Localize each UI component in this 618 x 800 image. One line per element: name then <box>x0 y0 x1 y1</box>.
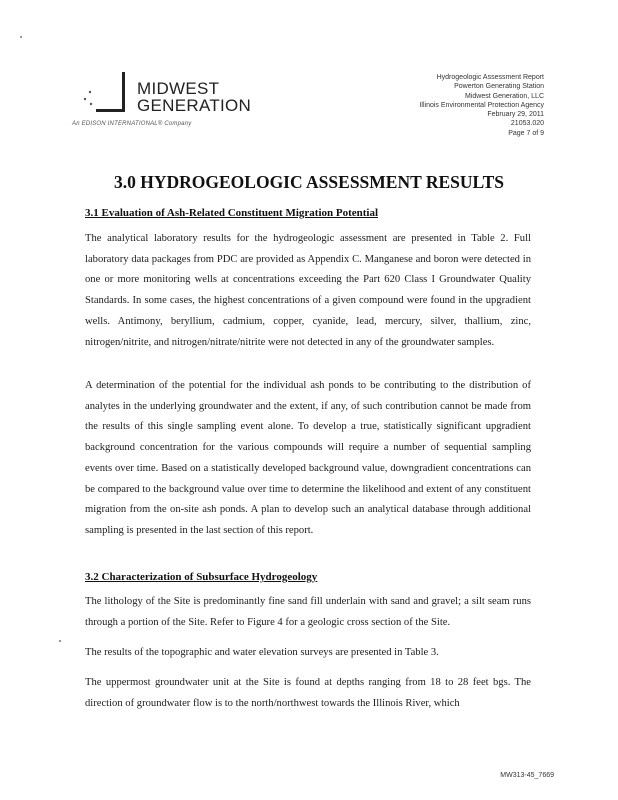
header-station: Powerton Generating Station <box>454 83 544 91</box>
scan-speck <box>20 36 22 38</box>
logo-tagline: An EDISON INTERNATIONAL® Company <box>72 121 192 127</box>
paragraph-analytical-results: The analytical laboratory results for the hydrogeologic assessment are presented in Table 2. Full laboratory data packages from PDC are provided as Appendix C. Manganese and boron were detected in one or more monitoring wells at concentrations exceeding the Part 620 Class I Groundwater Quality Standards. In some cases, the highest concentrations of a given compound were found in the upgradient wells. Antimony, beryllium, cadmium, copper, cyanide, lead, mercury, silver, thallium, zinc, nitrogen/nitrite, and nitrogen/nitrate/nitrite were not detected in any of the groundwater samples. <box>85 233 531 348</box>
section-heading-3-1: 3.1 Evaluation of Ash-Related Constituent Migration Potential <box>85 207 379 219</box>
document-header <box>419 73 544 138</box>
section-heading-3-2: 3.2 Characterization of Subsurface Hydrogeology <box>85 571 318 583</box>
midwest-generation-logo-icon <box>82 72 140 116</box>
company-logo-text <box>137 80 251 114</box>
page-bates-code: MW313-45_7669 <box>500 772 554 779</box>
header-agency: Illinois Environmental Protection Agency <box>419 101 544 109</box>
header-date: February 29, 2011 <box>487 111 544 119</box>
header-report-title: Hydrogeologic Assessment Report <box>436 74 544 81</box>
page-title: 3.0 HYDROGEOLOGIC ASSESSMENT RESULTS <box>114 172 504 192</box>
header-project-number: 21053.020 <box>510 120 544 128</box>
header-page-number: Page 7 of 9 <box>508 129 544 137</box>
header-company: Midwest Generation, LLC <box>465 92 544 100</box>
logo-line-1: MIDWEST <box>137 79 220 98</box>
paragraph-groundwater: The uppermost groundwater unit at the Site is found at depths ranging from 18 to 28 feet bgs. The direction of groundwater flow is to the north/northwest towards the Illinois River, which <box>85 677 531 709</box>
paragraph-surveys: The results of the topographic and water elevation surveys are presented in Table 3. <box>85 647 439 658</box>
paragraph-determination: A determination of the potential for the individual ash ponds to be contributing to the distribution of analytes in the underlying groundwater and the extent, if any, of such contribution cannot be made from the results of this single sampling event alone. To develop a true, statistically significant upgradient background concentration for the various compounds will require a number of sequential sampling events over time. Based on a statistically developed background value, downgradient concentrations can be compared to the background value over time to determine the likelihood and extent of any constituent migration from the on-site ash ponds. A plan to develop such an analytical database through additional sampling is presented in the last section of this report. <box>85 380 531 536</box>
logo-line-2: GENERATION <box>137 96 252 115</box>
scan-speck <box>59 640 61 642</box>
paragraph-lithology: The lithology of the Site is predominantly fine sand fill underlain with sand and gravel; a silt seam runs through a portion of the Site. Refer to Figure 4 for a geologic cross section of the Site. <box>85 596 531 628</box>
